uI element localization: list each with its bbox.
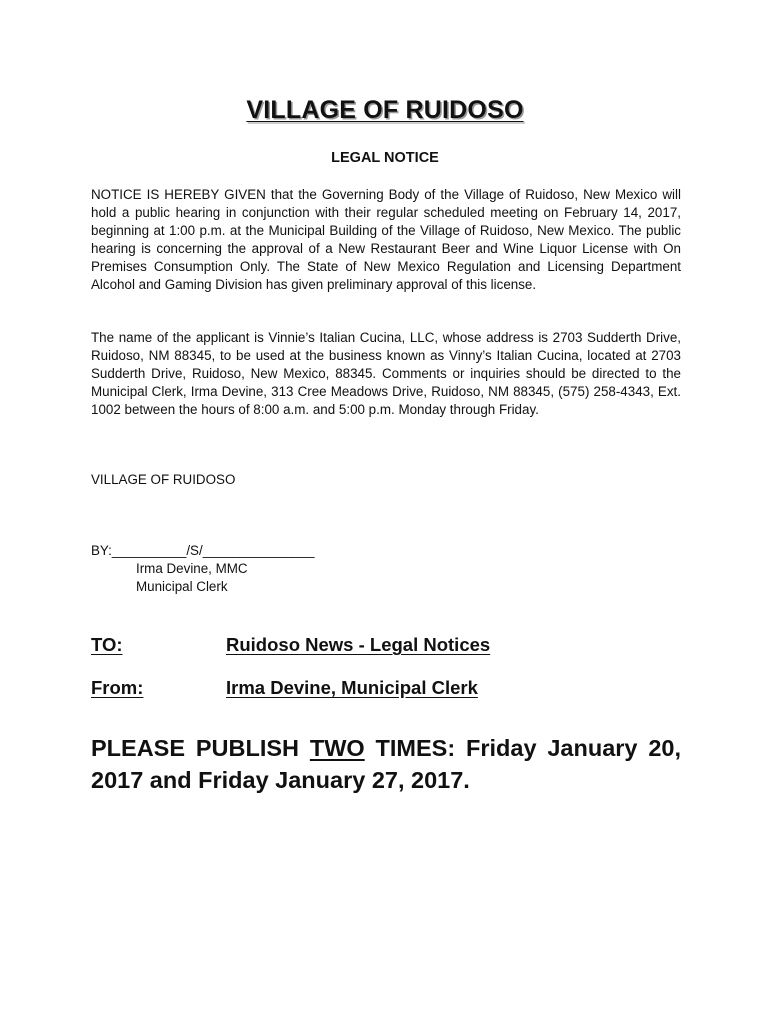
publish-count-emphasis: TWO (309, 735, 365, 761)
from-value: Irma Devine, Municipal Clerk (226, 677, 478, 698)
signature-by-line: BY:__________/S/_______________ (91, 543, 315, 558)
document-subtitle: LEGAL NOTICE (331, 150, 439, 166)
publish-instructions (91, 732, 681, 796)
publish-dates: TIMES: Friday January 20, 2017 and Friday January 27, 2017. (91, 735, 682, 793)
signer-name: Irma Devine, MMC (136, 561, 248, 576)
to-label: TO: (91, 634, 123, 655)
publish-prefix: PLEASE PUBLISH (91, 735, 310, 761)
from-label: From: (91, 677, 144, 698)
notice-paragraph: NOTICE IS HEREBY GIVEN that the Governing Body of the Village of Ruidoso, New Mexico will hold a public hearing in conjunction with their regular scheduled meeting on February 14, 2017, beginning at 1:00 p.m. at the Municipal Building of the Village of Ruidoso, New Mexico. The public hearing is concerning the approval of a New Restaurant Beer and Wine Liquor License with On Premises Consumption Only. The State of New Mexico Regulation and Licensing Department Alcohol and Gaming Division has given preliminary approval of this license. (91, 187, 681, 292)
signature-organization: VILLAGE OF RUIDOSO (91, 472, 236, 487)
to-value: Ruidoso News - Legal Notices (226, 634, 491, 655)
applicant-paragraph: The name of the applicant is Vinnie’s Italian Cucina, LLC, whose address is 2703 Sudderth Drive, Ruidoso, NM 88345, to be used at the business known as Vinny’s Italian Cucina, located at 2703 Sudderth Drive, Ruidoso, New Mexico, 88345. Comments or inquiries should be directed to the Municipal Clerk, Irma Devine, 313 Cree Meadows Drive, Ruidoso, NM 88345, (575) 258-4343, Ext. 1002 between the hours of 8:00 a.m. and 5:00 p.m. Monday through Friday. (91, 330, 681, 417)
signer-title: Municipal Clerk (136, 579, 228, 594)
document-title: VILLAGE OF RUIDOSO (246, 96, 524, 124)
